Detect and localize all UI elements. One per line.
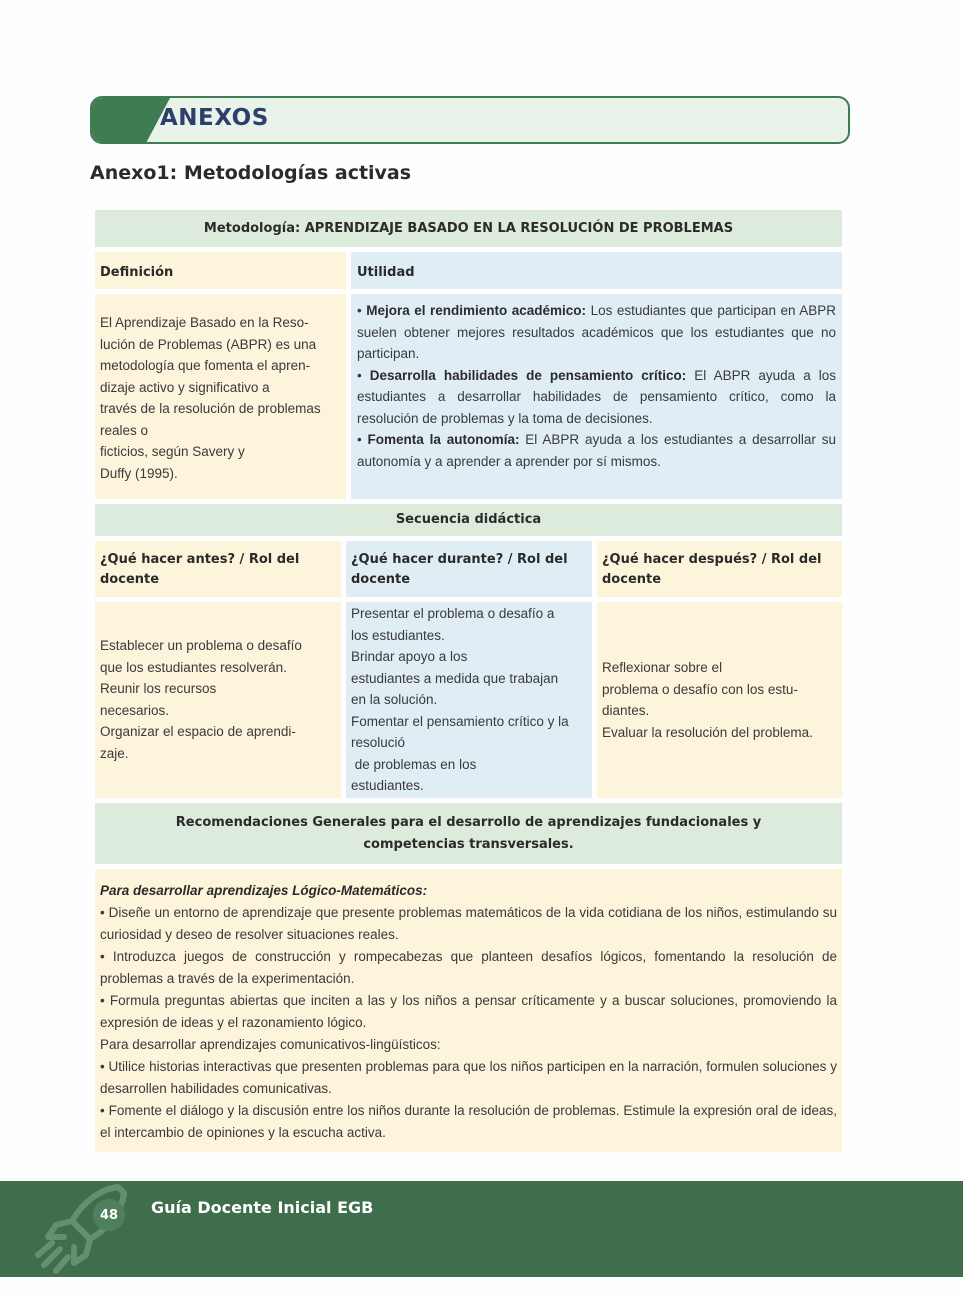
- utility-item-bold: Mejora el rendimiento académico:: [366, 303, 587, 318]
- during-line: los estudiantes.: [351, 627, 445, 643]
- definition-line: ficticios, según Savery y: [100, 444, 245, 459]
- during-header: ¿Qué hacer durante? / Rol del docente: [346, 541, 592, 597]
- rocket-icon: [30, 1175, 140, 1285]
- recommendations-header: [95, 803, 842, 864]
- during-line: resolució: [351, 735, 406, 750]
- before-line: zaje.: [100, 745, 129, 761]
- during-line: de problemas en los: [351, 756, 477, 772]
- after-line: Evaluar la resolución del problema.: [602, 724, 813, 740]
- banner-accent: [92, 98, 170, 142]
- utility-item: • Mejora el rendimiento académico: Los estudiantes que participan en ABPR suelen obtener mejores resultados académicos que los estudiantes que no participan.: [357, 303, 836, 361]
- during-cell: [346, 602, 592, 798]
- before-line: Reunir los recursos: [100, 681, 217, 696]
- comm-item: • Fomente el diálogo y la discusión entre los niños durante la resolución de problemas. Estimule la expresión oral de ideas, el intercambio de opiniones y la escucha activa.: [100, 1103, 837, 1140]
- before-cell: [95, 602, 341, 798]
- after-cell: [597, 602, 842, 798]
- definition-line: lución de Problemas (ABPR) es una: [100, 336, 317, 352]
- during-line: en la solución.: [351, 692, 438, 707]
- utility-item-text: El ABPR ayuda a los estudiantes a desarrollar su autonomía y a aprender a aprender por sí mismos.: [357, 432, 836, 469]
- definition-line: El Aprendizaje Basado en la Reso-: [100, 315, 309, 330]
- comm-heading: Para desarrollar aprendizajes comunicativos-lingüísticos:: [100, 1037, 441, 1052]
- during-line: Brindar apoyo a los: [351, 649, 468, 664]
- page-number: 48: [93, 1199, 125, 1231]
- during-line: Fomentar el pensamiento crítico y la: [351, 713, 569, 729]
- definition-line: través de la resolución de problemas: [100, 401, 321, 416]
- utility-item-bold: Desarrolla habilidades de pensamiento crítico:: [369, 367, 687, 383]
- before-line: Establecer un problema o desafío: [100, 638, 302, 653]
- definition-line: reales o: [100, 422, 149, 438]
- during-line: Presentar el problema o desafío a: [351, 606, 555, 621]
- methodology-header: Metodología: APRENDIZAJE BASADO EN LA RESOLUCIÓN DE PROBLEMAS: [95, 210, 842, 247]
- logic-item: • Introduzca juegos de construcción y rompecabezas que planteen desafíos lógicos, fomentando la resolución de problemas a través de la experimentación.: [100, 949, 837, 986]
- after-line: problema o desafío con los estu-: [602, 681, 798, 697]
- banner-title: ANEXOS: [160, 105, 269, 131]
- after-line: Reflexionar sobre el: [602, 660, 723, 675]
- definition-header: Definición: [95, 252, 346, 289]
- utility-item-bold: Fomenta la autonomía:: [367, 432, 520, 447]
- before-line: necesarios.: [100, 702, 170, 718]
- utility-item-text: El ABPR ayuda a los estudiantes a desarrollar habilidades de pensamiento crítico, como la resolución de problemas y la toma de decisiones.: [357, 367, 836, 426]
- logic-item: • Diseñe un entorno de aprendizaje que presente problemas matemáticos de la vida cotidiana de los niños, estimulando su curiosidad y deseo de resolver situaciones reales.: [100, 905, 837, 942]
- definition-line: Duffy (1995).: [100, 465, 178, 481]
- page-footer: [0, 1181, 963, 1277]
- before-line: que los estudiantes resolverán.: [100, 659, 287, 675]
- during-line: estudiantes a medida que trabajan: [351, 670, 559, 686]
- utility-item: • Desarrolla habilidades de pensamiento crítico: El ABPR ayuda a los estudiantes a desarrollar habilidades de pensamiento crítico, como la resolución de problemas y la toma de decisiones.: [357, 367, 836, 426]
- footer-title: Guía Docente Inicial EGB: [151, 1198, 374, 1217]
- section-title: Anexo1: Metodologías activas: [90, 162, 412, 184]
- definition-line: metodología que fomenta el apren-: [100, 358, 311, 373]
- after-header: ¿Qué hacer después? / Rol del docente: [597, 541, 842, 597]
- utility-item: • Fomenta la autonomía: El ABPR ayuda a los estudiantes a desarrollar su autonomía y a aprender a aprender por sí mismos.: [357, 432, 836, 469]
- recommendations-header-line: Recomendaciones Generales para el desarrollo de aprendizajes fundacionales y: [175, 814, 762, 830]
- after-line: diantes.: [602, 703, 650, 718]
- definition-cell: [95, 294, 346, 499]
- during-line: estudiantes.: [351, 778, 424, 793]
- before-line: Organizar el espacio de aprendi-: [100, 724, 296, 739]
- before-header: ¿Qué hacer antes? / Rol del docente: [95, 541, 341, 597]
- utility-item-text: Los estudiantes que participan en ABPR suelen obtener mejores resultados académicos que los estudiantes que no participan.: [357, 303, 836, 361]
- comm-item: • Utilice historias interactivas que presenten problemas para que los niños participen en la narración, formulen soluciones y desarrollen habilidades comunicativas.: [100, 1059, 837, 1096]
- logic-heading: Para desarrollar aprendizajes Lógico-Matemáticos:: [100, 883, 428, 898]
- sequence-header: Secuencia didáctica: [95, 504, 842, 536]
- section-banner: [90, 96, 850, 144]
- recommendations-header-line: competencias transversales.: [363, 836, 574, 852]
- logic-item: • Formula preguntas abiertas que inciten a las y los niños a pensar críticamente y a buscar soluciones, promoviendo la expresión de ideas y el razonamiento lógico.: [100, 993, 837, 1030]
- utility-header: Utilidad: [351, 252, 842, 289]
- utility-cell: [351, 294, 842, 499]
- recommendations-cell: [95, 869, 842, 1152]
- definition-line: dizaje activo y significativo a: [100, 379, 270, 395]
